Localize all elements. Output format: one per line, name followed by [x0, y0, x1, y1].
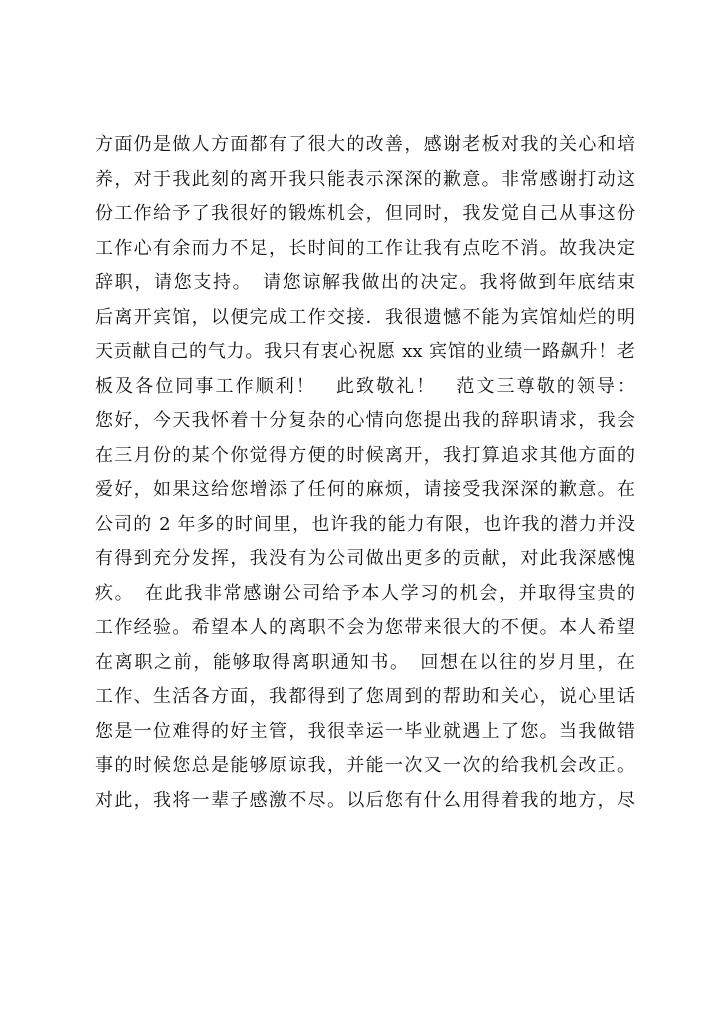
text-line: 有得到充分发挥，我没有为公司做出更多的贡献，对此我深感愧	[95, 548, 635, 569]
text-line: 对此，我将一辈子感激不尽。以后您有什么用得着我的地方，尽	[95, 789, 635, 811]
text-line: 您是一位难得的好主管，我很幸运一毕业就遇上了您。当我做错	[95, 720, 635, 742]
text-line: 天贡献自己的气力。我只有衷心祝愿 xx 宾馆的业绩一路飙升！老	[95, 341, 635, 362]
text-line: 板及各位同事工作顺利！ 此致敬礼！ 范文三尊敬的领导：	[95, 375, 635, 397]
text-line: 在离职之前，能够取得离职通知书。 回想在以往的岁月里，在	[95, 651, 635, 673]
text-line: 您好，今天我怀着十分复杂的心情向您提出我的辞职请求，我会	[95, 410, 635, 431]
text-line: 方面仍是做人方面都有了很大的改善，感谢老板对我的关心和培	[95, 134, 635, 155]
text-line: 养，对于我此刻的离开我只能表示深深的歉意。非常感谢打动这	[95, 168, 635, 190]
letter-body	[95, 128, 635, 818]
text-line: 工作经验。希望本人的离职不会为您带来很大的不便。本人希望	[95, 617, 635, 638]
text-line: 爱好，如果这给您增添了任何的麻烦，请接受我深深的歉意。在	[95, 479, 635, 500]
text-line: 工作、生活各方面，我都得到了您周到的帮助和关心，说心里话	[95, 686, 635, 707]
text-line: 后离开宾馆，以便完成工作交接．我很遗憾不能为宾馆灿烂的明	[95, 306, 635, 328]
text-line: 疚。 在此我非常感谢公司给予本人学习的机会，并取得宝贵的	[95, 582, 635, 604]
text-line: 辞职，请您支持。 请您谅解我做出的决定。我将做到年底结束	[95, 272, 635, 293]
text-line: 事的时候您总是能够原谅我，并能一次又一次的给我机会改正。	[95, 755, 635, 776]
text-line: 份工作给予了我很好的锻炼机会，但同时，我发觉自己从事这份	[95, 203, 635, 224]
text-line: 公司的 2 年多的时间里，也许我的能力有限，也许我的潜力并没	[95, 513, 635, 535]
text-line: 工作心有余而力不足，长时间的工作让我有点吃不消。故我决定	[95, 237, 635, 259]
text-line: 在三月份的某个你觉得方便的时候离开，我打算追求其他方面的	[95, 444, 635, 466]
